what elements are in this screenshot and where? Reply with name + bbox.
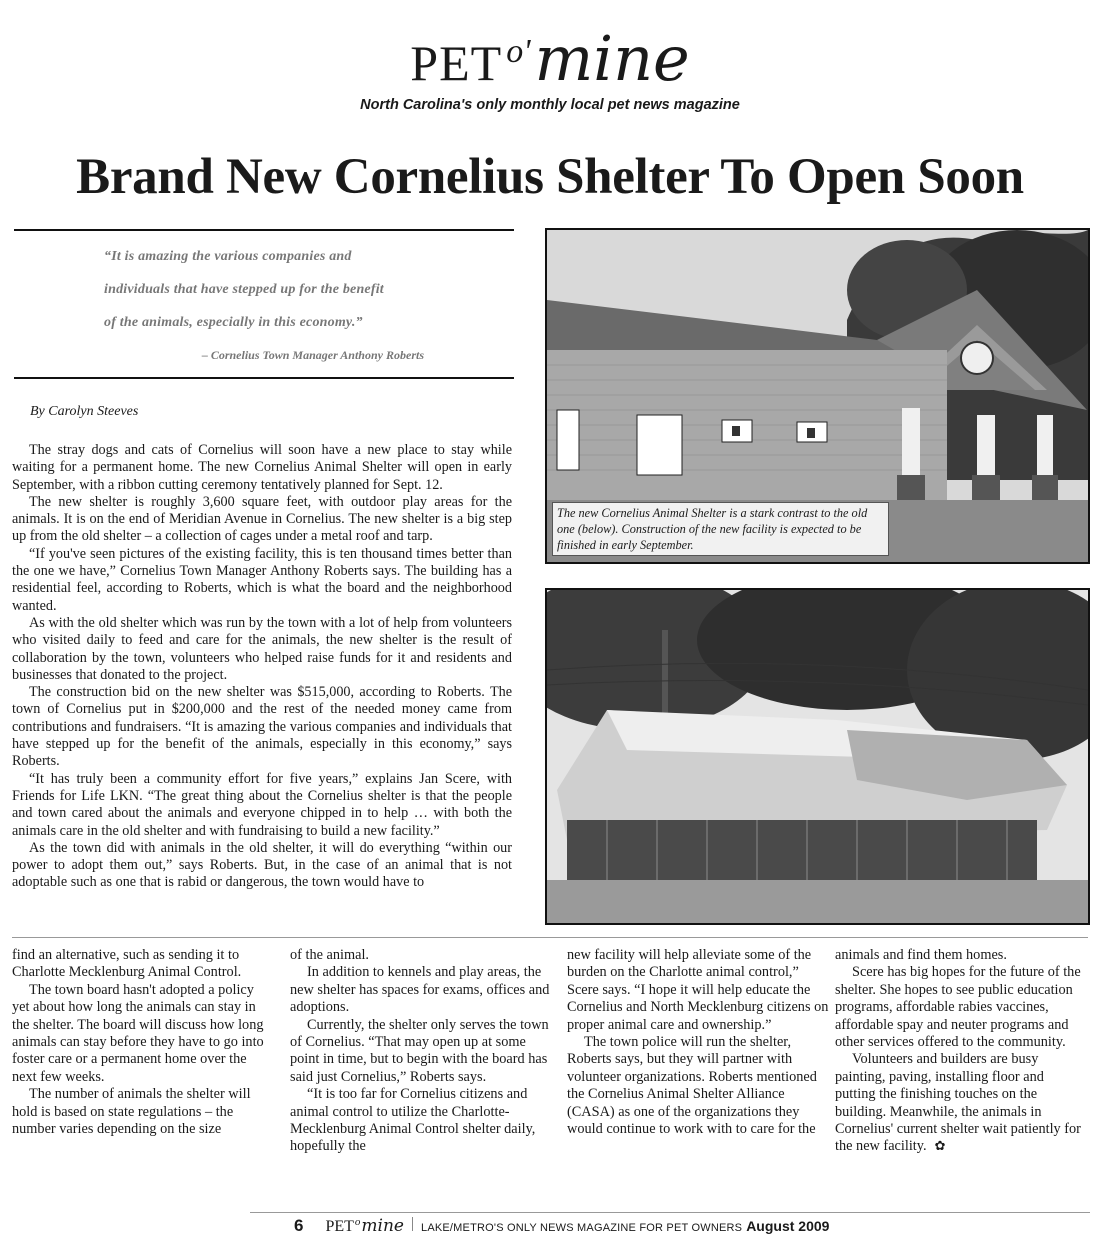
- column-paragraph: The number of animals the shelter will hold is based on state regulations – the number varies depending on the size: [12, 1086, 251, 1138]
- column-paragraph: find an alternative, such as sending it to Charlotte Mecklenburg Animal Control.: [12, 947, 242, 981]
- section-divider: [12, 937, 1088, 938]
- masthead-tagline: North Carolina's only monthly local pet news magazine: [360, 97, 740, 113]
- column-paragraph: The town board hasn't adopted a policy yet about how long the animals can stay in the shelter. The board will discuss how long animals can stay before they have to go into foster care or a permanent home over the next few weeks.: [12, 981, 264, 1085]
- photo-caption: The new Cornelius Animal Shelter is a stark contrast to the old one (below). Construction of the new facility is expected to be finished in early September.: [552, 502, 889, 556]
- article-column-3: [567, 947, 829, 1138]
- page-number: 6: [294, 1216, 304, 1235]
- pull-quote-bottom-rule: [14, 377, 514, 379]
- footer-tagline: LAKE/METRO'S ONLY NEWS MAGAZINE FOR PET OWNERS: [421, 1222, 743, 1234]
- column-paragraph: of the animal.: [290, 947, 370, 963]
- footer-logo-o: o: [354, 1216, 361, 1228]
- body-paragraph: The stray dogs and cats of Cornelius will soon have a new place to stay while waiting for a permanent home. The new Cornelius Animal Shelter will open in early September, with a ribbon cutting ceremony tentatively planned for Sept. 12.: [12, 442, 512, 493]
- pull-quote-line-1: “It is amazing the various companies and: [104, 249, 352, 264]
- body-paragraph: As with the old shelter which was run by the town with a lot of help from volunteers who visited daily to feed and care for the animals, the new shelter is the result of collaboration by the town, volunteers who helped raise funds for it and residents and businesses that donated to the project.: [12, 614, 512, 683]
- old-shelter-photo: [545, 588, 1090, 925]
- column-paragraph: The town police will run the shelter, Roberts says, but they will partner with volunteer organizations. Roberts mentioned the Cornelius Animal Shelter Alliance (CASA) as one of the organizations they would continue to work with to care for the: [567, 1034, 817, 1138]
- issue-date: August 2009: [746, 1218, 830, 1234]
- pull-quote-attribution: – Cornelius Town Manager Anthony Roberts: [201, 348, 424, 362]
- body-paragraph: The new shelter is roughly 3,600 square feet, with outdoor play areas for the animals. It is on the end of Meridian Avenue in Cornelius. The new shelter is a big step up from the old shelter – a collection of cages under a metal roof and tarp.: [12, 493, 512, 545]
- footer-logo-mine: mine: [361, 1216, 404, 1236]
- body-paragraph: “If you've seen pictures of the existing facility, this is ten thousand times better than the one we have,” Cornelius Town Manager Anthony Roberts says. The building has a residential feel, according to Roberts, which is what the board and the neighborhood wanted.: [12, 545, 512, 614]
- column-paragraph: In addition to kennels and play areas, the new shelter has spaces for exams, offices and adoptions.: [290, 964, 550, 1016]
- paw-print-icon: ✿: [934, 1139, 946, 1155]
- footer-logo-pet: PET: [325, 1218, 354, 1235]
- column-paragraph-text: Volunteers and builders are busy painting, paving, installing floor and putting the finishing touches on the building. Meanwhile, the animals in Cornelius' current shelter wait patiently for the new facility.: [835, 1051, 1081, 1155]
- article-body-left: [12, 442, 512, 892]
- page-footer: [294, 1216, 829, 1236]
- column-paragraph: Currently, the shelter only serves the town of Cornelius. “That may open up at some point in time, but to begin with the board has said just Cornelius,” Roberts says.: [290, 1016, 549, 1085]
- article-column-2: [290, 947, 552, 1156]
- byline: By Carolyn Steeves: [30, 404, 139, 419]
- column-paragraph: animals and find them homes.: [835, 947, 1007, 963]
- pull-quote-line-2: individuals that have stepped up for the benefit: [104, 282, 384, 297]
- masthead-mine: mine: [534, 22, 690, 95]
- body-paragraph: As the town did with animals in the old shelter, it will do everything “within our power to adopt them out,” says Roberts. But, in the case of an animal that is not adoptable such as one that is rabid or dangerous, the town would have to: [12, 839, 512, 891]
- article-column-1: [12, 947, 274, 1138]
- column-paragraph: new facility will help alleviate some of the burden on the Charlotte animal control,” Scere says. “I hope it will help educate the Cornelius and North Mecklenburg citizens on proper animal care and ownership.”: [567, 947, 829, 1033]
- footer-separator: [412, 1217, 413, 1231]
- masthead-o: o': [506, 33, 531, 70]
- article-column-4: [835, 947, 1087, 1156]
- column-paragraph: [835, 1051, 1087, 1155]
- masthead-pet: PET: [410, 35, 503, 91]
- article-headline: Brand New Cornelius Shelter To Open Soon: [76, 149, 1024, 205]
- masthead-logo: [0, 22, 1100, 95]
- column-paragraph: “It is too far for Cornelius citizens and animal control to utilize the Charlotte-Mecklenburg Animal Control shelter daily, hopefully the: [290, 1086, 536, 1155]
- body-paragraph: “It has truly been a community effort for five years,” explains Jan Scere, with Friends for Life LKN. “The great thing about the Cornelius shelter is that the people and town cared about the animals and everyone chipped in to help … with both the animals care in the old shelter and with fundraising to build a new facility.”: [12, 770, 512, 839]
- body-paragraph: The construction bid on the new shelter was $515,000, according to Roberts. The town of Cornelius put in $200,000 and the rest of the needed money came from contributions and fundraisers. “It is amazing the various companies and individuals that have stepped up for the benefit of the animals, especially in this economy,” says Roberts.: [12, 684, 512, 770]
- footer-rule: [250, 1212, 1090, 1213]
- pull-quote-top-rule: [14, 229, 514, 231]
- column-paragraph: Scere has big hopes for the future of the shelter. She hopes to see public education programs, affordable rabies vaccines, affordable spay and neuter programs and other services offered to the community.: [835, 964, 1081, 1051]
- pull-quote-line-3: of the animals, especially in this economy.”: [104, 315, 363, 330]
